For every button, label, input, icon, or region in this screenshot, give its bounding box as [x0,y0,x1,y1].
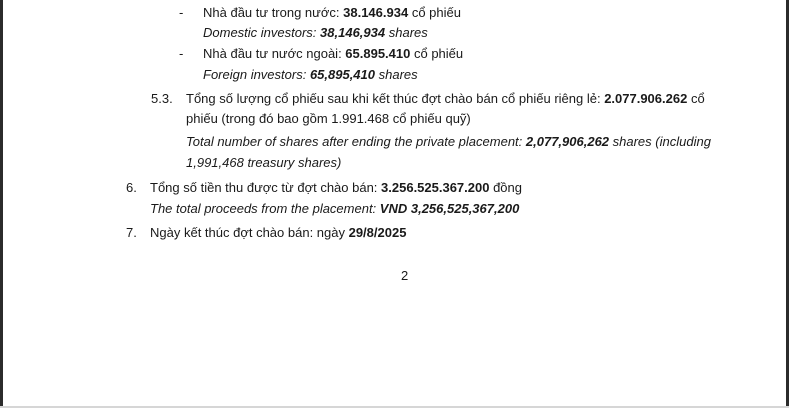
foreign-investors-en: Foreign investors: 65,895,410 shares [203,67,418,82]
item-number: 7. [126,225,137,240]
total-shares-vi-line2: phiếu (trong đó bao gồm 1.991.468 cổ phiếu quỹ) [186,111,471,126]
item-number: 6. [126,180,137,195]
left-edge-border [0,0,3,408]
bullet-dash: - [179,46,184,61]
total-shares-vi-line1: Tổng số lượng cổ phiếu sau khi kết thúc đợt chào bán cổ phiếu riêng lẻ: 2.077.906.262 cổ [186,91,705,106]
item-number: 5.3. [151,91,173,106]
bullet-dash: - [179,5,184,20]
total-proceeds-en: The total proceeds from the placement: VND 3,256,525,367,200 [150,201,520,216]
total-proceeds-vi: Tổng số tiền thu được từ đợt chào bán: 3.256.525.367.200 đồng [150,180,523,195]
total-shares-en-line1: Total number of shares after ending the private placement: 2,077,906,262 shares (including [186,134,711,149]
placement-end-date-vi: Ngày kết thúc đợt chào bán: ngày 29/8/2025 [150,225,407,240]
domestic-investors-en: Domestic investors: 38,146,934 shares [203,25,428,40]
total-shares-en-line2: 1,991,468 treasury shares) [186,155,342,170]
page-number: 2 [401,268,409,283]
domestic-investors-vi: Nhà đầu tư trong nước: 38.146.934 cổ phiếu [203,5,461,20]
foreign-investors-vi: Nhà đầu tư nước ngoài: 65.895.410 cổ phiếu [203,46,464,61]
